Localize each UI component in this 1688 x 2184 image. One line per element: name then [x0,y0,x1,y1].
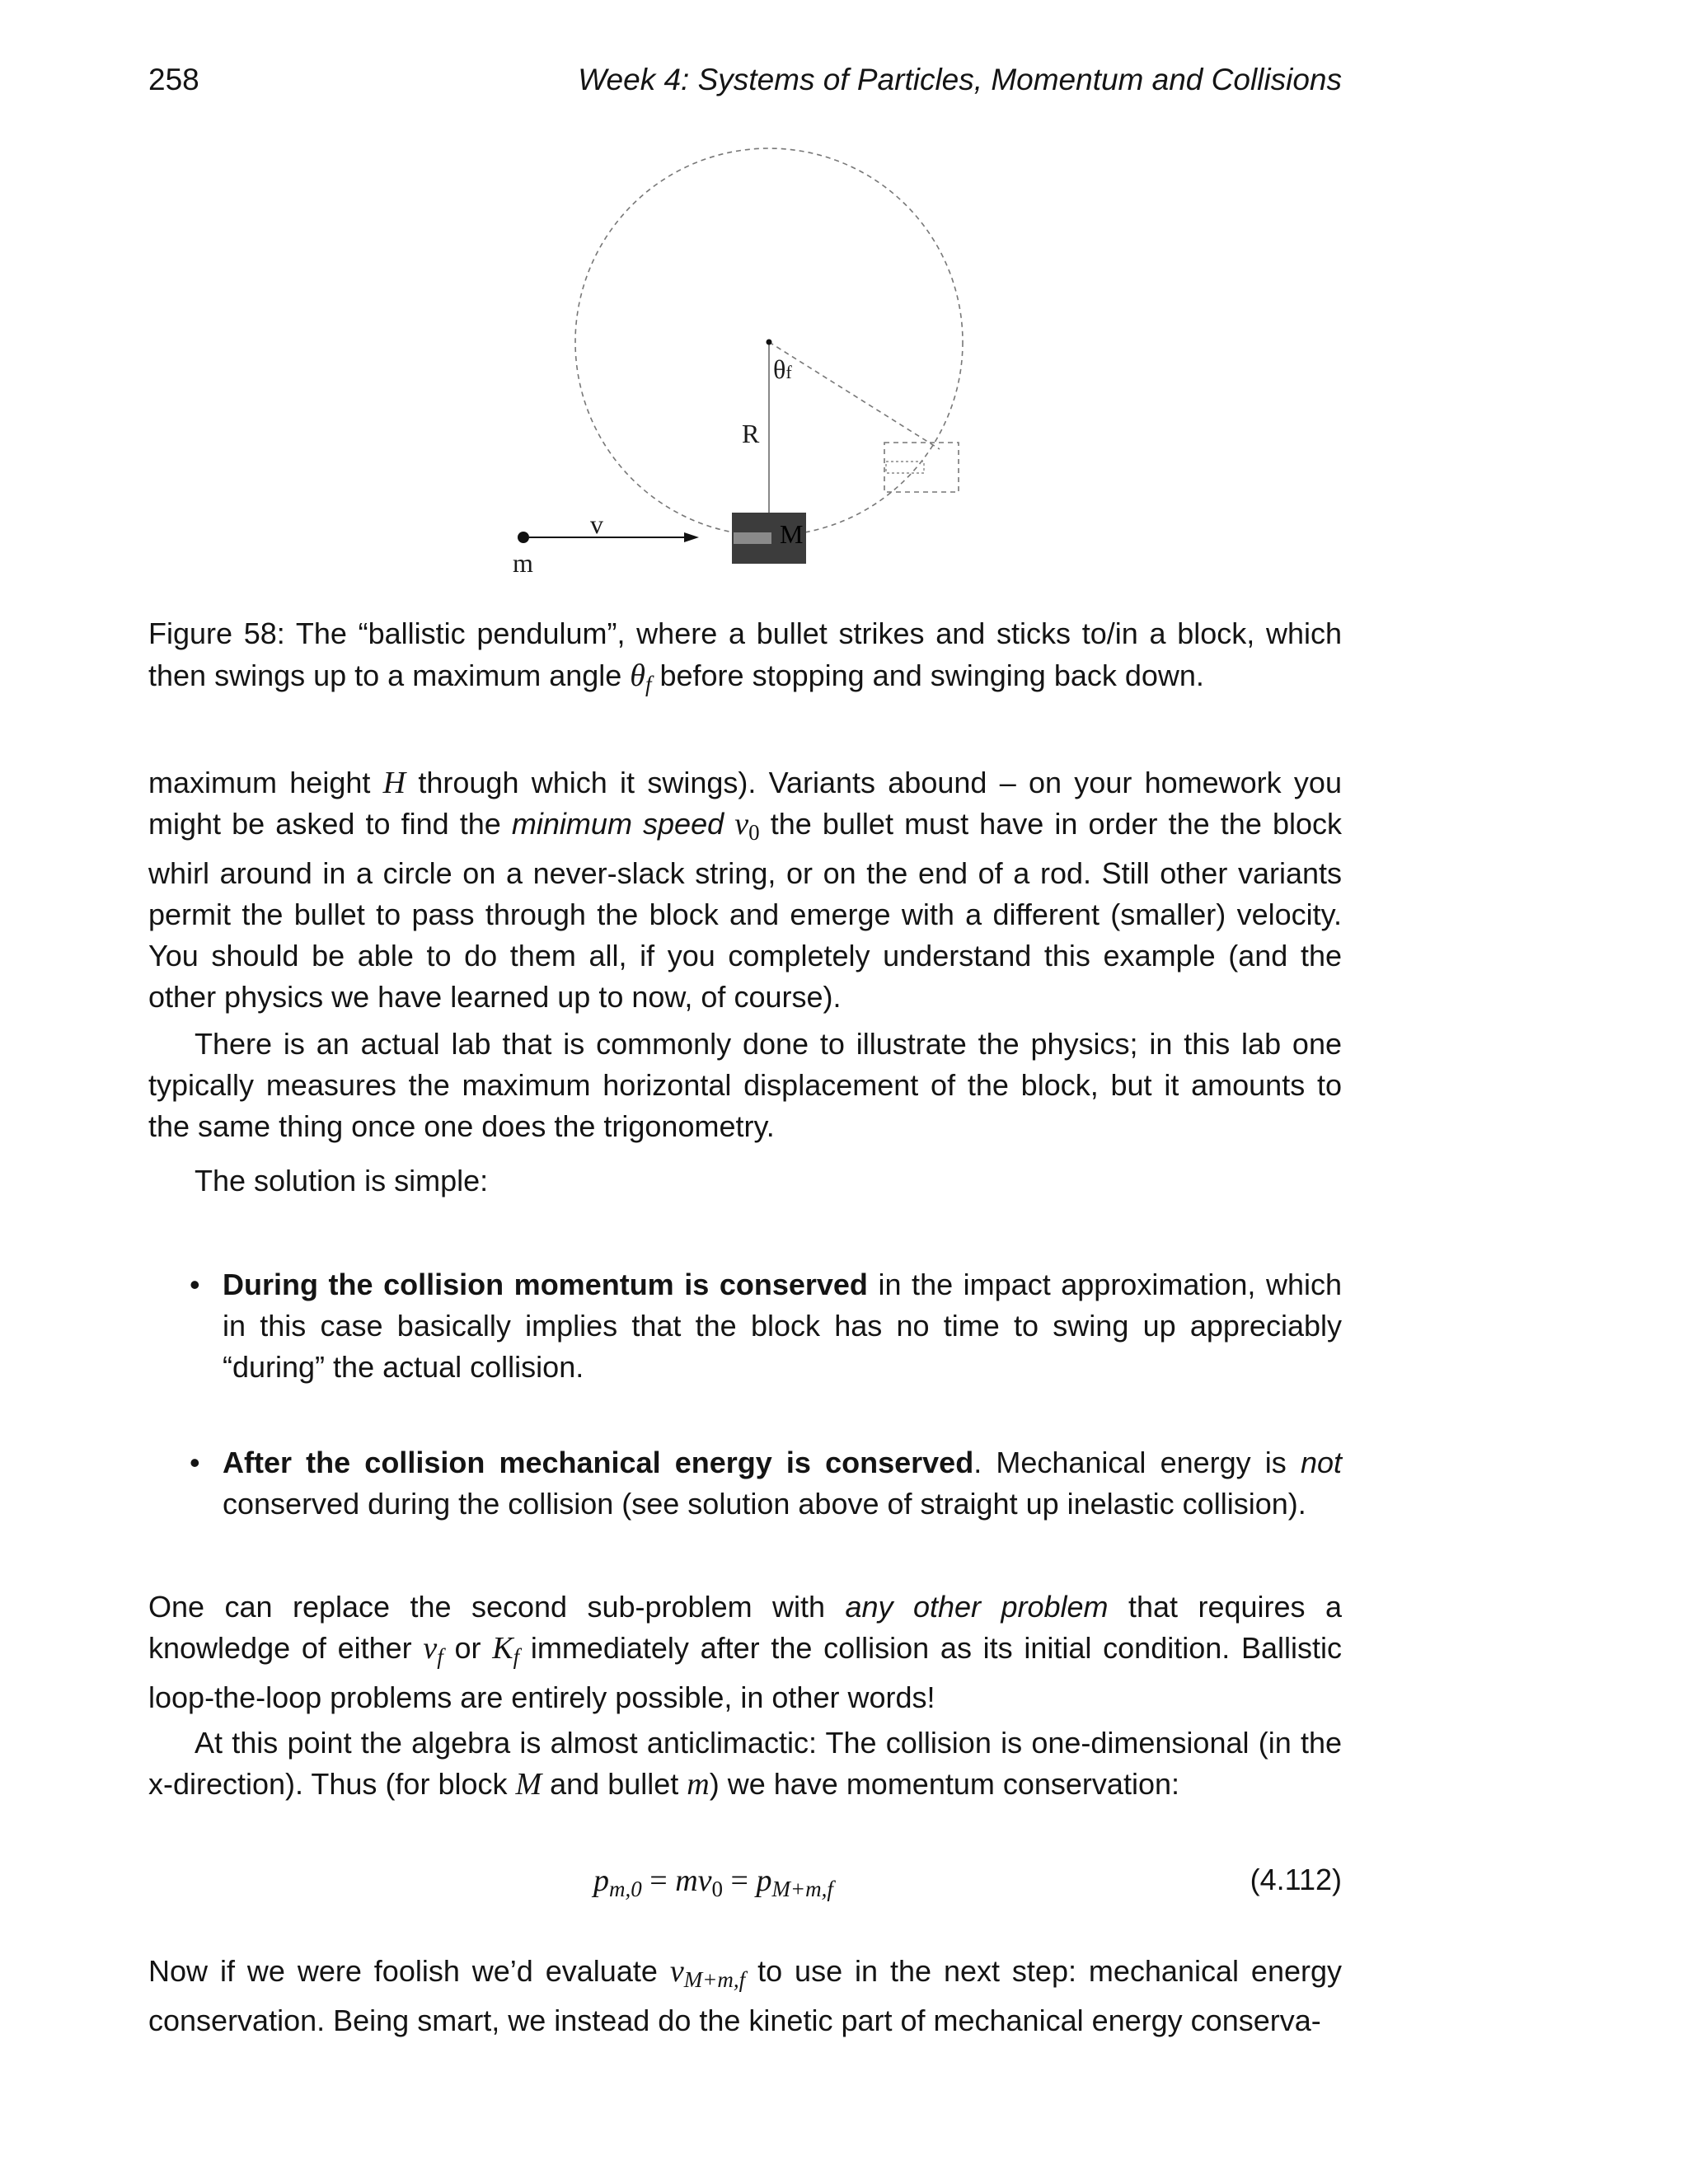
caption-text: Figure 58: The “ballistic pendulum”, where a bullet strikes and sticks to/in a block, which then swings up to a maximum angle [148,616,1342,692]
running-header: Week 4: Systems of Particles, Momentum and Collisions [578,63,1342,96]
bullet-marker: • [190,1268,200,1301]
figure-caption [148,612,1342,705]
bullet [518,532,529,543]
velocity-label: v [590,509,603,539]
bullet-item-1: • During the collision momentum is conserved in the impact approximation, which in this case basically implies that the block has no time to swing up appreciably “during” the actual collision. [223,1264,1342,1388]
equation-number: (4.112) [1250,1863,1342,1896]
ballistic-pendulum-figure [495,132,1055,593]
embedded-bullet [734,532,771,544]
theta-label: θf [773,354,792,384]
body-paragraph-6: Now if we were foolish we’d evaluate $v_{M+m,f}$ to use in the next step: mechanical energy conservation. Being smart, we instead do the kinetic part of mechanical energy conserva- [148,1954,1343,2037]
radius-label: R [742,419,760,448]
body-paragraph-1: maximum height H through which it swings). Variants abound – on your homework you might be asked to find the minimum speed $v_0$ the bullet must have in order the the block whirl around in a circle on a never-slack string, or on the end of a rod. Still other variants permit the bullet to pass through the block and emerge with a different (smaller) velocity. You should be able to do them all, if you completely understand this example (and the other physics we have learned up to now, of course). [148,766,1342,1014]
swung-bullet [886,462,924,473]
equation-4-112: $p_{m,0} = mv_0 = p_{M+m,f}$ [593,1863,833,1901]
page-number: 258 [148,63,199,96]
body-paragraph-4: One can replace the second sub-problem with any other problem that requires a knowledge of either $v_f$ or $K_f$ immediately after the collision as its initial condition. Ballistic loop-the-loop problems are entirely possible, in other words! [148,1590,1343,1714]
velocity-arrowhead [684,532,699,542]
body-paragraph-2: There is an actual lab that is commonly done to illustrate the physics; in this lab one typically measures the maximum horizontal displacement of the block, but it amounts to the same thing once one does the trigonometry. [148,1027,1342,1143]
swung-block [884,443,959,492]
caption-math: θ [630,658,645,693]
body-paragraph-5: At this point the algebra is almost anticlimactic: The collision is one-dimensional (in the x-direction). Thus (for block M and bullet m) we have momentum conservation: [148,1726,1342,1802]
pivot-point [767,340,772,345]
bullet-item-2: • After the collision mechanical energy is conserved. Mechanical energy is not conserved during the collision (see solution above of straight up inelastic collision). [223,1442,1342,1525]
body-paragraph-3: The solution is simple: [195,1164,489,1197]
block-mass-label: M [780,519,804,549]
caption-math-sub: f [645,672,652,696]
bullet-marker: • [190,1446,200,1479]
bullet-mass-label: m [513,548,533,578]
caption-suffix: before stopping and swinging back down. [651,658,1204,692]
swung-string [769,342,940,449]
